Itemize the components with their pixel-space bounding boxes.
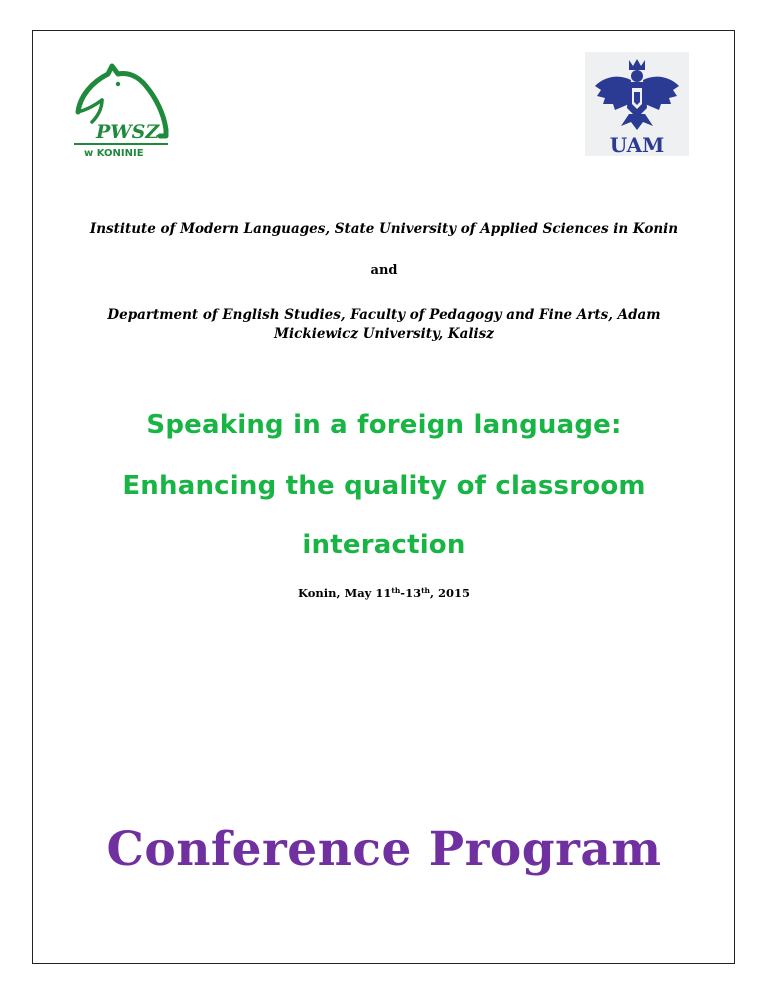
conference-title-line-1: Speaking in a foreign language: bbox=[146, 410, 622, 440]
uam-eagle-logo-icon bbox=[585, 52, 689, 156]
conference-title-line-2: Enhancing the quality of classroom bbox=[122, 471, 646, 501]
conference-date bbox=[60, 586, 708, 600]
department-block bbox=[60, 306, 708, 344]
conference-title-line-3: interaction bbox=[302, 530, 466, 560]
date-suffix: , 2015 bbox=[430, 586, 471, 600]
department-line-1: Department of English Studies, Faculty of Pedagogy and Fine Arts, Adam bbox=[107, 307, 661, 323]
institute-line: Institute of Modern Languages, State University of Applied Sciences in Konin bbox=[89, 221, 679, 237]
pwsz-logo bbox=[72, 62, 172, 158]
program-heading: Conference Program bbox=[106, 822, 662, 877]
date-sup-1: th bbox=[391, 586, 401, 595]
date-sup-2: th bbox=[421, 586, 430, 595]
pwsz-horse-logo-icon bbox=[72, 62, 172, 158]
uam-wordmark: UAM bbox=[609, 133, 665, 156]
date-prefix: Konin, May 11 bbox=[297, 586, 392, 600]
pwsz-caption: w KONINIE bbox=[84, 148, 144, 158]
department-line-2: Mickiewicz University, Kalisz bbox=[274, 326, 494, 342]
date-mid: -13 bbox=[400, 586, 422, 600]
uam-logo bbox=[585, 52, 689, 156]
connector-and: and bbox=[370, 263, 398, 278]
pwsz-wordmark: PWSZ bbox=[96, 121, 160, 143]
